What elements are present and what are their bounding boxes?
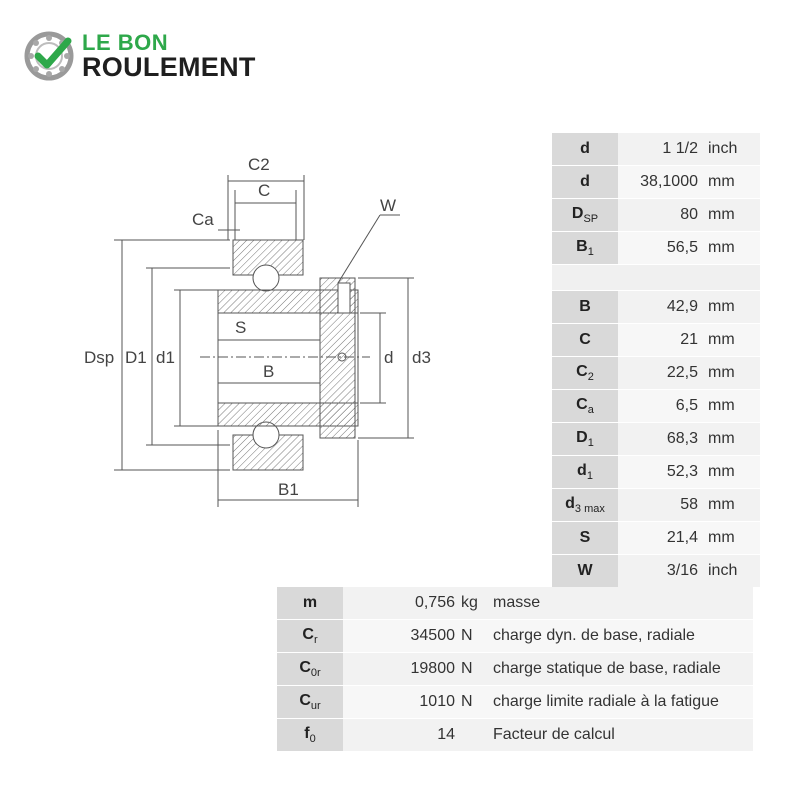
row-value: 1010 (343, 686, 459, 719)
row-key: $D_{SP}$ (552, 199, 618, 232)
row-value: 21 (618, 324, 704, 357)
row-unit: kg (459, 587, 483, 620)
label-dsp: Dsp (84, 348, 115, 367)
table-row (552, 357, 760, 390)
row-value: 38,1000 (618, 166, 704, 199)
row-unit: mm (704, 489, 760, 522)
row-value: 3/16 (618, 555, 704, 588)
table-row (552, 456, 760, 489)
row-value: 68,3 (618, 423, 704, 456)
row-unit: inch (704, 555, 760, 588)
row-value: 6,5 (618, 390, 704, 423)
table-row (552, 324, 760, 357)
brand-logo[interactable] (24, 28, 304, 84)
row-key: W (552, 555, 618, 588)
row-key: d (552, 166, 618, 199)
row-description: charge limite radiale à la fatigue (483, 686, 753, 719)
table-row (552, 423, 760, 456)
row-unit: mm (704, 166, 760, 199)
row-value: 56,5 (618, 232, 704, 265)
row-unit: inch (704, 133, 760, 166)
row-key: $C_2$ (552, 357, 618, 390)
table-row (277, 719, 753, 752)
table-row (552, 133, 760, 166)
label-b: B (263, 362, 275, 381)
row-unit: mm (704, 456, 760, 489)
table-row (552, 489, 760, 522)
table-row (552, 199, 760, 232)
row-key: $d_1$ (552, 456, 618, 489)
row-key: $D_1$ (552, 423, 618, 456)
bearing-check-icon (24, 30, 76, 82)
row-key: $C_{0r}$ (277, 653, 343, 686)
label-d1-big: D1 (125, 348, 147, 367)
row-key: $d_{3 max}$ (552, 489, 618, 522)
label-ca: Ca (192, 210, 214, 229)
bearing-technical-drawing (80, 145, 450, 515)
row-unit: N (459, 653, 483, 686)
label-w: W (380, 196, 397, 215)
row-value: 21,4 (618, 522, 704, 555)
table-spacer (552, 265, 760, 291)
dimensions-table (552, 133, 760, 588)
table-row (277, 587, 753, 620)
brand-line2: ROULEMENT (82, 52, 256, 82)
row-key: $C_r$ (277, 620, 343, 653)
row-key: $C_a$ (552, 390, 618, 423)
row-unit: mm (704, 324, 760, 357)
table-row (552, 232, 760, 265)
row-value: 14 (343, 719, 459, 752)
row-unit: mm (704, 522, 760, 555)
row-description: charge dyn. de base, radiale (483, 620, 753, 653)
row-description: charge statique de base, radiale (483, 653, 753, 686)
row-key: B (552, 291, 618, 324)
row-key: d (552, 133, 618, 166)
properties-table (277, 587, 753, 752)
row-description: masse (483, 587, 753, 620)
table-row (552, 291, 760, 324)
table-row (552, 555, 760, 588)
row-key: $f_0$ (277, 719, 343, 752)
row-key: S (552, 522, 618, 555)
label-d3: d3 (412, 348, 431, 367)
table-row (552, 522, 760, 555)
label-d1-small: d1 (156, 348, 175, 367)
row-value: 42,9 (618, 291, 704, 324)
label-b1: B1 (278, 480, 299, 499)
table-row (552, 166, 760, 199)
table-row (277, 686, 753, 719)
row-unit: N (459, 620, 483, 653)
row-unit (459, 719, 483, 752)
row-key: $C_{ur}$ (277, 686, 343, 719)
row-value: 22,5 (618, 357, 704, 390)
row-value: 52,3 (618, 456, 704, 489)
table-row (552, 390, 760, 423)
row-key: m (277, 587, 343, 620)
label-c2: C2 (248, 155, 270, 174)
label-d: d (384, 348, 394, 367)
table-row (277, 653, 753, 686)
row-unit: mm (704, 390, 760, 423)
table-row (277, 620, 753, 653)
row-unit: mm (704, 199, 760, 232)
row-key: C (552, 324, 618, 357)
label-s: S (235, 318, 247, 337)
row-key: $B_1$ (552, 232, 618, 265)
row-value: 19800 (343, 653, 459, 686)
row-value: 34500 (343, 620, 459, 653)
row-unit: mm (704, 232, 760, 265)
row-unit: N (459, 686, 483, 719)
row-value: 58 (618, 489, 704, 522)
row-description: Facteur de calcul (483, 719, 753, 752)
row-value: 0,756 (343, 587, 459, 620)
row-value: 80 (618, 199, 704, 232)
row-unit: mm (704, 423, 760, 456)
row-value: 1 1/2 (618, 133, 704, 166)
label-c: C (258, 181, 271, 200)
brand-line1: LE BON (82, 30, 169, 55)
row-unit: mm (704, 357, 760, 390)
row-unit: mm (704, 291, 760, 324)
